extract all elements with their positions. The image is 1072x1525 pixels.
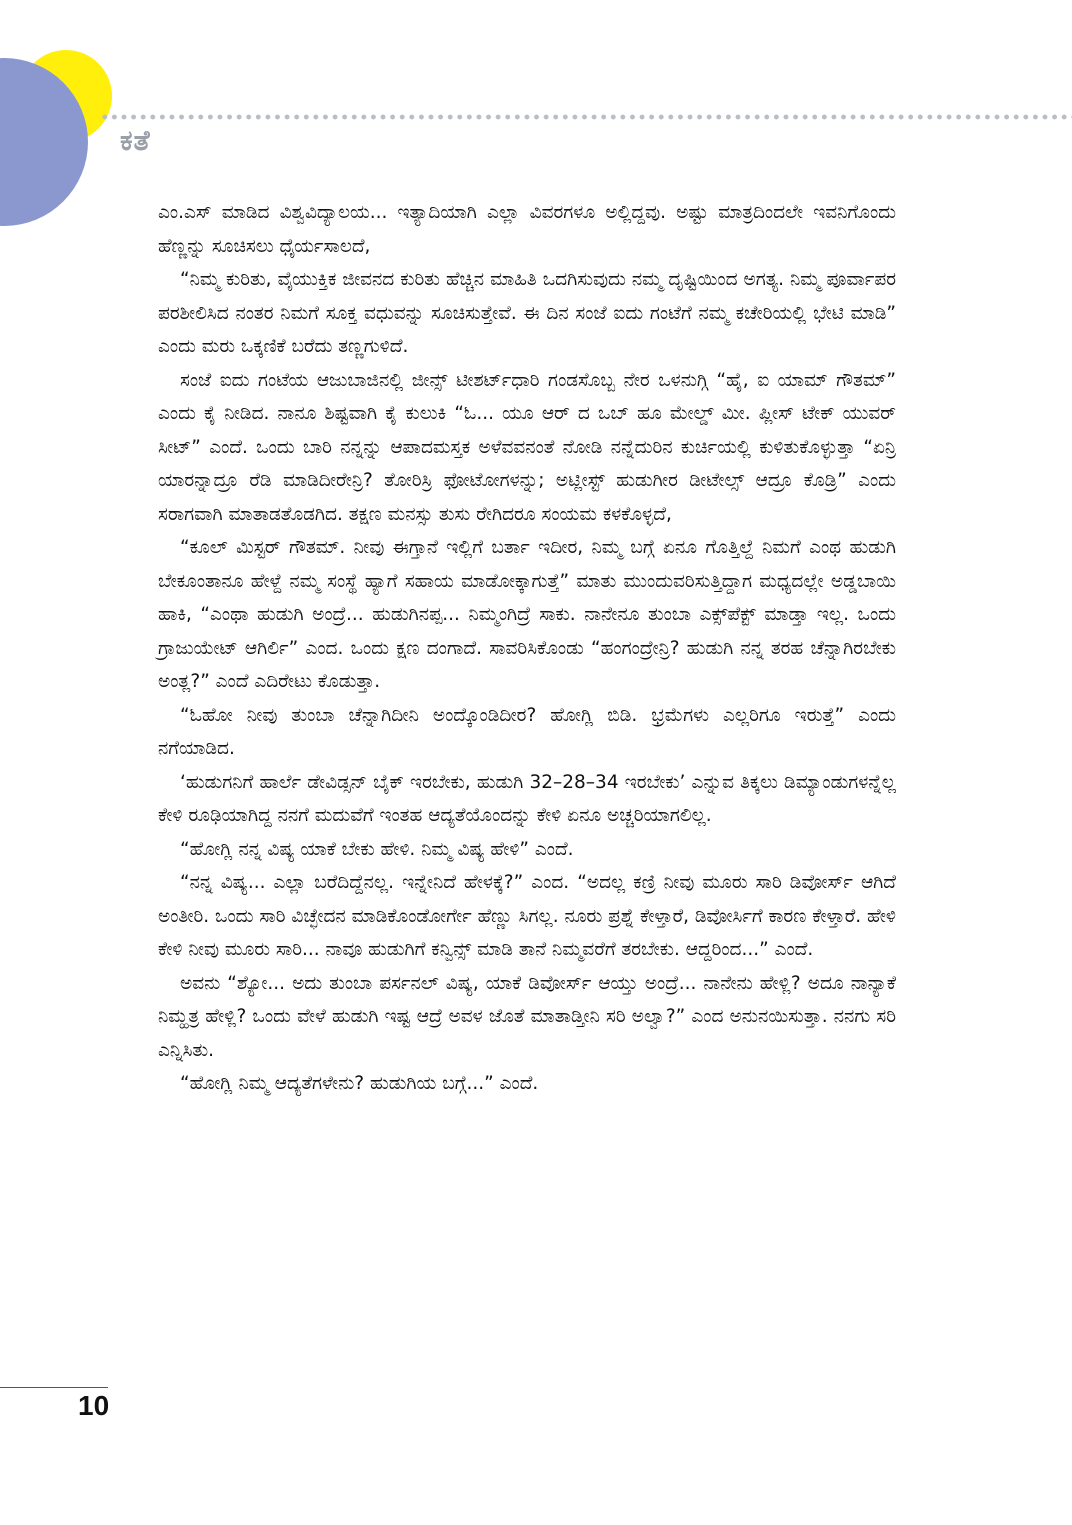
paragraph: ಎಂ.ಎಸ್ ಮಾಡಿದ ವಿಶ್ವವಿದ್ಯಾಲಯ... ಇತ್ಯಾದಿಯಾಗಿ ಎಲ್ಲಾ ವಿವರಗಳೂ ಅಲ್ಲಿದ್ದವು. ಅಷ್ಟು ಮಾತ್ರದಿಂದಲೇ ಇವನಿಗೊಂದು ಹೆಣ್ಣನ್ನು ಸೂಚಿಸಲು ಧೈರ್ಯಸಾಲದೆ, (158, 202, 896, 257)
footer-rule (0, 1387, 108, 1388)
dotted-header-rule (100, 113, 1072, 121)
paragraph: “ಕೂಲ್ ಮಿಸ್ಟರ್ ಗೌತಮ್. ನೀವು ಈಗ್ತಾನೆ ಇಲ್ಲಿಗೆ ಬರ್ತಾ ಇದೀರ, ನಿಮ್ಮ ಬಗ್ಗೆ ಏನೂ ಗೊತ್ತಿಲ್ದೆ ನಿಮಗೆ ಎಂಥ ಹುಡುಗಿ ಬೇಕೂಂತಾನೂ ಹೇಳ್ದೆ ನಮ್ಮ ಸಂಸ್ಥೆ ಹ್ಯಾಗೆ ಸಹಾಯ ಮಾಡೋಕ್ಕಾಗುತ್ತೆ” ಮಾತು ಮುಂದುವರಿಸುತ್ತಿದ್ದಾಗ ಮಧ್ಯದಲ್ಲೇ ಅಡ್ಡಬಾಯಿ ಹಾಕಿ, “ಎಂಥಾ ಹುಡುಗಿ ಅಂದ್ರೆ... ಹುಡುಗಿನಪ್ಪ... ನಿಮ್ಮಂಗಿದ್ರೆ ಸಾಕು. ನಾನೇನೂ ತುಂಬಾ ಎಕ್ಸ್‌ಪೆಕ್ಟ್ ಮಾಡ್ತಾ ಇಲ್ಲ. ಒಂದು ಗ್ರಾಜುಯೇಟ್ ಆಗಿರ್ಲಿ” ಎಂದ. ಒಂದು ಕ್ಷಣ ದಂಗಾದೆ. ಸಾವರಿಸಿಕೊಂಡು “ಹಂಗಂದ್ರೇನ್ರಿ? ಹುಡುಗಿ ನನ್ನ ತರಹ ಚೆನ್ನಾಗಿರಬೇಕು ಅಂತ್ಲ?” ಎಂದೆ ಎದಿರೇಟು ಕೊಡುತ್ತಾ. (158, 537, 896, 692)
story-body (158, 196, 896, 1101)
paragraph: ಸಂಜೆ ಐದು ಗಂಟೆಯ ಆಜುಬಾಜಿನಲ್ಲಿ ಜೀನ್ಸ್ ಟೀಶರ್ಟ್‌ಧಾರಿ ಗಂಡಸೊಬ್ಬ ನೇರ ಒಳನುಗ್ಗಿ “ಹೈ, ಐ ಯಾಮ್ ಗೌತಮ್” ಎಂದು ಕೈ ನೀಡಿದ. ನಾನೂ ಶಿಷ್ಟವಾಗಿ ಕೈ ಕುಲುಕಿ “ಓ... ಯೂ ಆರ್ ದ ಒಬ್ ಹೂ ಮೇಲ್ಡ್ ಮೀ. ಪ್ಲೀಸ್ ಟೇಕ್ ಯುವರ್ ಸೀಟ್” ಎಂದೆ. ಒಂದು ಬಾರಿ ನನ್ನನ್ನು ಆಪಾದಮಸ್ತಕ ಅಳೆವವನಂತೆ ನೋಡಿ ನನ್ನೆದುರಿನ ಕುರ್ಚಿಯಲ್ಲಿ ಕುಳಿತುಕೊಳ್ಳುತ್ತಾ “ಏನ್ರಿ ಯಾರನ್ನಾದ್ರೂ ರೆಡಿ ಮಾಡಿದೀರೇನ್ರಿ? ತೋರಿಸ್ರಿ ಫೋಟೋಗಳನ್ನು; ಅಟ್ಲೀಸ್ಟ್ ಹುಡುಗೀರ ಡೀಟೇಲ್ಸ್ ಆದ್ರೂ ಕೊಡ್ರಿ” ಎಂದು ಸರಾಗವಾಗಿ ಮಾತಾಡತೊಡಗಿದ. ತಕ್ಷಣ ಮನಸ್ಸು ತುಸು ರೇಗಿದರೂ ಸಂಯಮ ಕಳಕೊಳ್ಳದೆ, (158, 369, 896, 525)
page-number: 10 (78, 1390, 110, 1421)
section-label: ಕತೆ (120, 124, 151, 157)
paragraph: “ಹೋಗ್ಲಿ ನಿಮ್ಮ ಆದ್ಯತೆಗಳೇನು? ಹುಡುಗಿಯ ಬಗ್ಗೆ...” ಎಂದೆ. (180, 1073, 539, 1094)
paragraph: “ನಿಮ್ಮ ಕುರಿತು, ವೈಯುಕ್ತಿಕ ಜೀವನದ ಕುರಿತು ಹೆಚ್ಚಿನ ಮಾಹಿತಿ ಒದಗಿಸುವುದು ನಮ್ಮ ದೃಷ್ಟಿಯಿಂದ ಅಗತ್ಯ. ನಿಮ್ಮ ಪೂರ್ವಾಪರ ಪರಶೀಲಿಸಿದ ನಂತರ ನಿಮಗೆ ಸೂಕ್ತ ವಧುವನ್ನು ಸೂಚಿಸುತ್ತೇವೆ. ಈ ದಿನ ಸಂಜೆ ಐದು ಗಂಟೆಗೆ ನಮ್ಮ ಕಚೇರಿಯಲ್ಲಿ ಭೇಟಿ ಮಾಡಿ” ಎಂದು ಮರು ಒಕ್ಕಣಿಕೆ ಬರೆದು ತಣ್ಣಗುಳಿದೆ. (158, 269, 896, 357)
paragraph: “ನನ್ನ ವಿಷ್ಯ... ಎಲ್ಲಾ ಬರೆದಿದ್ದೆನಲ್ಲ. ಇನ್ನೇನಿದೆ ಹೇಳಕ್ಕೆ?” ಎಂದ. “ಅದಲ್ಲ ಕಣ್ರಿ ನೀವು ಮೂರು ಸಾರಿ ಡಿವೋರ್ಸ್ ಆಗಿದೆ ಅಂತೀರಿ. ಒಂದು ಸಾರಿ ವಿಚ್ಛೇದನ ಮಾಡಿಕೊಂಡೋರ್ಗೇ ಹೆಣ್ಣು ಸಿಗಲ್ಲ. ನೂರು ಪ್ರಶ್ನೆ ಕೇಳ್ತಾರೆ, ಡಿವೋರ್ಸಿಗೆ ಕಾರಣ ಕೇಳ್ತಾರೆ. ಹೇಳಿ ಕೇಳಿ ನೀವು ಮೂರು ಸಾರಿ... ನಾವೂ ಹುಡುಗಿಗೆ ಕನ್ವಿನ್ಸ್ ಮಾಡಿ ತಾನೆ ನಿಮ್ಮವರೆಗೆ ತರಬೇಕು. ಆದ್ದರಿಂದ...” ಎಂದೆ. (158, 872, 896, 960)
paragraph: ‘ಹುಡುಗನಿಗೆ ಹಾರ್ಲೆ ಡೇವಿಡ್ಸನ್ ಬೈಕ್ ಇರಬೇಕು, ಹುಡುಗಿ 32–28–34 ಇರಬೇಕು’ ಎನ್ನುವ ತಿಕ್ಕಲು ಡಿಮ್ಯಾಂಡುಗಳನ್ನೆಲ್ಲ ಕೇಳಿ ರೂಢಿಯಾಗಿದ್ದ ನನಗೆ ಮದುವೆಗೆ ಇಂತಹ ಆದ್ಯತೆಯೊಂದನ್ನು ಕೇಳಿ ಏನೂ ಅಚ್ಚರಿಯಾಗಲಿಲ್ಲ. (158, 771, 896, 826)
paragraph: ಅವನು “ಶ್ಯೋ... ಅದು ತುಂಬಾ ಪರ್ಸನಲ್ ವಿಷ್ಯ, ಯಾಕೆ ಡಿವೋರ್ಸ್ ಆಯ್ತು ಅಂದ್ರೆ... ನಾನೇನು ಹೇಳ್ಲಿ? ಅದೂ ನಾನ್ಯಾಕೆ ನಿಮ್ಹತ್ರ ಹೇಳ್ಲಿ? ಒಂದು ವೇಳೆ ಹುಡುಗಿ ಇಷ್ಟ ಆದ್ರೆ ಅವಳ ಜೊತೆ ಮಾತಾಡ್ತೀನಿ ಸರಿ ಅಲ್ವಾ?” ಎಂದ ಅನುನಯಿಸುತ್ತಾ. ನನಗು ಸರಿ ಎನ್ನಿಸಿತು. (158, 972, 896, 1061)
paragraph: “ಹೋಗ್ಲಿ ನನ್ನ ವಿಷ್ಯ ಯಾಕೆ ಬೇಕು ಹೇಳಿ. ನಿಮ್ಮ ವಿಷ್ಯ ಹೇಳಿ” ಎಂದೆ. (180, 838, 574, 860)
paragraph: “ಓಹೋ ನೀವು ತುಂಬಾ ಚೆನ್ನಾಗಿದೀನಿ ಅಂದ್ಕೊಂಡಿದೀರ? ಹೋಗ್ಲಿ ಬಿಡಿ. ಭ್ರಮೆಗಳು ಎಲ್ಲರಿಗೂ ಇರುತ್ತೆ” ಎಂದು ನಗೆಯಾಡಿದ. (158, 704, 896, 759)
